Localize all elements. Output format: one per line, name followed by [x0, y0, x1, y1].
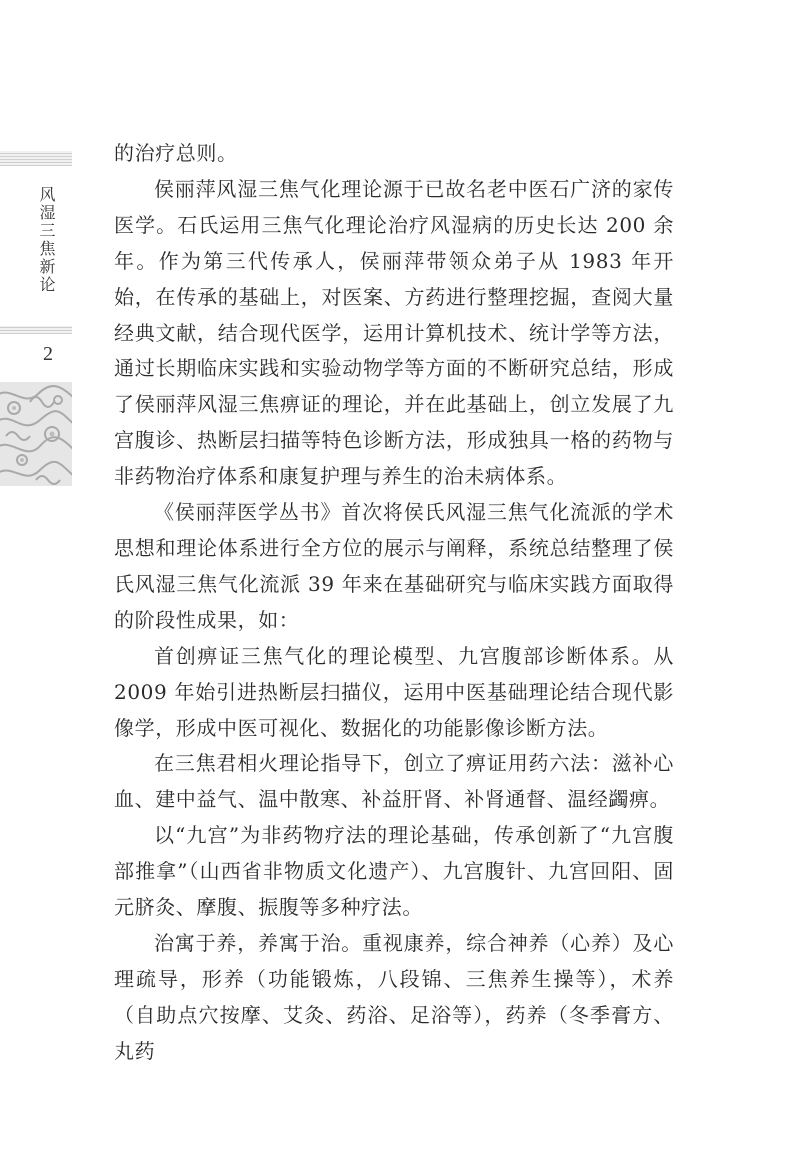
paragraph-6: 以“九宫”为非药物疗法的理论基础，传承创新了“九宫腹部推拿”（山西省非物质文化遗产）、九宫腹针、九宫回阳、固元脐灸、摩腹、振腹等多种疗法。	[114, 823, 674, 920]
dragon-ornament	[0, 382, 72, 486]
margin-band-middle	[0, 326, 72, 334]
paragraph-5: 在三焦君相火理论指导下，创立了痹证用药六法：滋补心血、建中益气、温中散寒、补益肝肾、补肾通督、温经蠲痹。	[114, 751, 674, 812]
page-number: 2	[43, 343, 53, 365]
margin-band-top	[0, 151, 72, 166]
paragraph-2: 侯丽萍风湿三焦气化理论源于已故名老中医石广济的家传医学。石氏运用三焦气化理论治疗风湿病的历史长达 200 余年。作为第三代传承人，侯丽萍带领众弟子从 1983 年开始，在传承的基础上，对医案、方药进行整理挖掘，查阅大量经典文献，结合现代医学，运用计算机技术、统计学等方法，通过长期临床实践和实验动物学等方面的不断研究总结，形成了侯丽萍风湿三焦痹证的理论，并在此基础上，创立发展了九宫腹诊、热断层扫描等特色诊断方法，形成独具一格的药物与非药物治疗体系和康复护理与养生的治未病体系。	[114, 176, 674, 489]
margin-tab	[0, 0, 72, 1159]
paragraph-7: 治寓于养，养寓于治。重视康养，综合神养（心养）及心理疏导，形养（功能锻炼，八段锦、三焦养生操等），术养（自助点穴按摩、艾灸、药浴、足浴等），药养（冬季膏方、丸药	[114, 930, 674, 1063]
dragon-ornament-icon	[0, 382, 72, 486]
paragraph-3: 《侯丽萍医学丛书》首次将侯氏风湿三焦气化流派的学术思想和理论体系进行全方位的展示与阐释，系统总结整理了侯氏风湿三焦气化流派 39 年来在基础研究与临床实践方面取得的阶段性成果，如：	[114, 500, 674, 632]
paragraph-1: 的治疗总则。	[114, 141, 238, 165]
paragraph-4: 首创痹证三焦气化的理论模型、九宫腹部诊断体系。从 2009 年始引进热断层扫描仪，运用中医基础理论结合现代影像学，形成中医可视化、数据化的功能影像诊断方法。	[114, 643, 674, 740]
running-title: 风湿三焦新论	[37, 186, 56, 294]
body-text	[114, 136, 674, 1070]
